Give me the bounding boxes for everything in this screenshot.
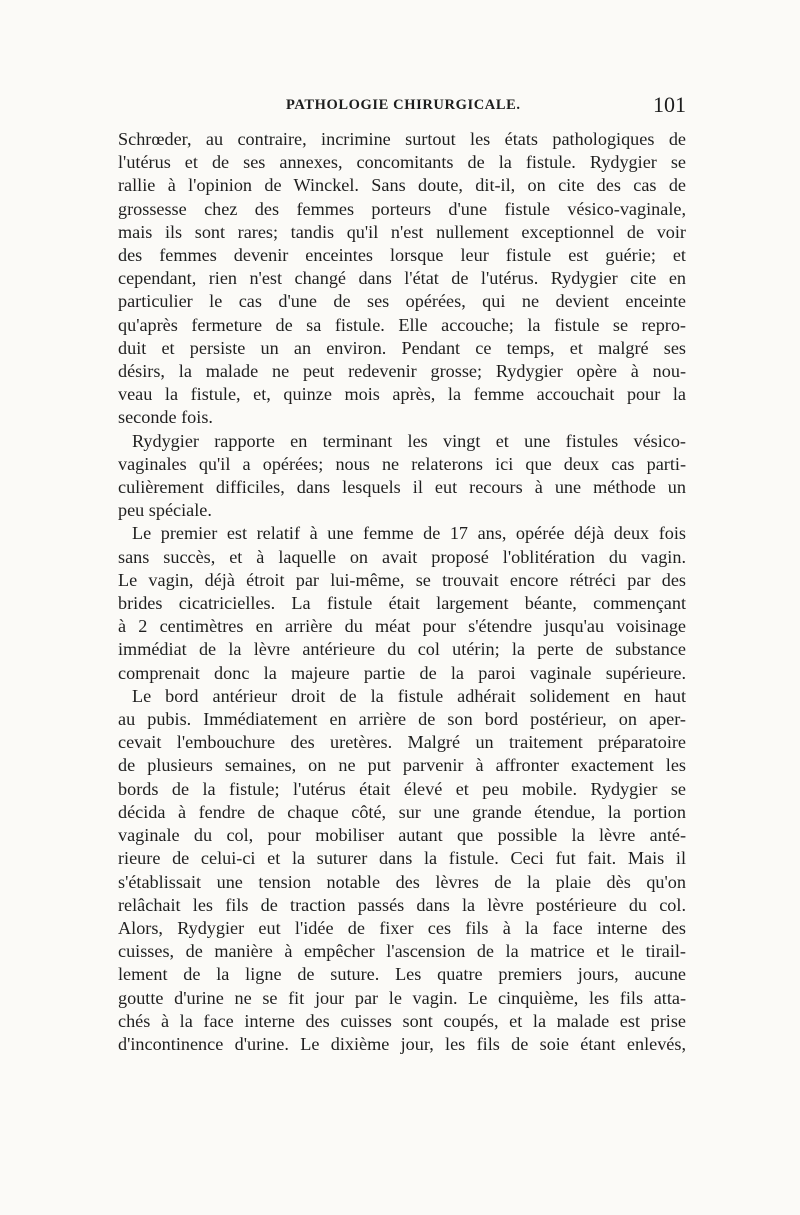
body-text bbox=[118, 128, 686, 1056]
text-line: comprenait donc la majeure partie de la paroi vaginale supérieure. bbox=[118, 662, 686, 683]
text-line: cuisses, de manière à empêcher l'ascension de la matrice et le tirail- bbox=[118, 941, 686, 962]
text-line: Schrœder, au contraire, incrimine surtout les états pathologiques de bbox=[118, 129, 686, 149]
text-line: veau la fistule, et, quinze mois après, la femme accouchait pour la bbox=[118, 384, 686, 405]
text-line: Rydygier rapporte en terminant les vingt et une fistules vésico- bbox=[132, 430, 686, 451]
text-line: Le premier est relatif à une femme de 17 ans, opérée déjà deux fois bbox=[132, 523, 686, 544]
text-line: cevait l'embouchure des uretères. Malgré un traitement préparatoire bbox=[118, 732, 686, 753]
text-line: rieure de celui-ci et la suturer dans la fistule. Ceci fut fait. Mais il bbox=[118, 848, 686, 869]
text-line: à 2 centimètres en arrière du méat pour s'étendre jusqu'au voisinage bbox=[118, 616, 686, 637]
text-line: bords de la fistule; l'utérus était élevé et peu mobile. Rydygier se bbox=[118, 778, 686, 799]
text-line: brides cicatricielles. La fistule était largement béante, commençant bbox=[118, 593, 686, 614]
text-line: peu spéciale. bbox=[118, 500, 212, 521]
text-line: seconde fois. bbox=[118, 407, 213, 428]
text-line: Le bord antérieur droit de la fistule adhérait solidement en haut bbox=[132, 685, 686, 706]
text-line: d'incontinence d'urine. Le dixième jour, les fils de soie étant enlevés, bbox=[118, 1033, 686, 1054]
running-head: PATHOLOGIE CHIRURGICALE. bbox=[286, 97, 521, 113]
text-line: mais ils sont rares; tandis qu'il n'est nullement exceptionnel de voir bbox=[118, 221, 686, 242]
text-line: duit et persiste un an environ. Pendant ce temps, et malgré ses bbox=[118, 337, 686, 358]
text-line: désirs, la malade ne peut redevenir grosse; Rydygier opère à nou- bbox=[118, 361, 686, 382]
text-line: s'établissait une tension notable des lèvres de la plaie dès qu'on bbox=[118, 871, 686, 892]
text-line: chés à la face interne des cuisses sont coupés, et la malade est prise bbox=[118, 1010, 686, 1031]
text-line: qu'après fermeture de sa fistule. Elle accouche; la fistule se repro- bbox=[118, 314, 686, 335]
text-line: lement de la ligne de suture. Les quatre premiers jours, aucune bbox=[118, 964, 686, 985]
text-line: goutte d'urine ne se fit jour par le vagin. Le cinquième, les fils atta- bbox=[118, 987, 686, 1008]
text-line: cependant, rien n'est changé dans l'état de l'utérus. Rydygier cite en bbox=[118, 268, 686, 289]
text-line: des femmes devenir enceintes lorsque leur fistule est guérie; et bbox=[118, 245, 686, 266]
text-line: immédiat de la lèvre antérieure du col utérin; la perte de substance bbox=[118, 639, 686, 660]
text-line: vaginales qu'il a opérées; nous ne relaterons ici que deux cas parti- bbox=[118, 453, 686, 474]
text-line: de plusieurs semaines, on ne put parvenir à affronter exactement les bbox=[118, 755, 686, 776]
text-line: au pubis. Immédiatement en arrière de son bord postérieur, on aper- bbox=[118, 709, 686, 730]
page-header bbox=[118, 94, 686, 120]
text-line: culièrement difficiles, dans lesquels il eut recours à une méthode un bbox=[118, 477, 686, 498]
text-line: grossesse chez des femmes porteurs d'une fistule vésico-vaginale, bbox=[118, 198, 686, 219]
text-line: vaginale du col, pour mobiliser autant que possible la lèvre anté- bbox=[118, 825, 686, 846]
page-number: 101 bbox=[653, 92, 686, 117]
text-line: rallie à l'opinion de Winckel. Sans doute, dit-il, on cite des cas de bbox=[118, 175, 686, 196]
text-line: l'utérus et de ses annexes, concomitants de la fistule. Rydygier se bbox=[118, 152, 686, 173]
text-line: particulier le cas d'une de ses opérées, qui ne devient enceinte bbox=[118, 291, 686, 312]
text-line: Le vagin, déjà étroit par lui-même, se trouvait encore rétréci par des bbox=[118, 569, 686, 590]
text-line: décida à fendre de chaque côté, sur une grande étendue, la portion bbox=[118, 801, 686, 822]
text-line: sans succès, et à laquelle on avait proposé l'oblitération du vagin. bbox=[118, 546, 686, 567]
text-line: Alors, Rydygier eut l'idée de fixer ces fils à la face interne des bbox=[118, 917, 686, 938]
text-line: relâchait les fils de traction passés dans la lèvre postérieure du col. bbox=[118, 894, 686, 915]
